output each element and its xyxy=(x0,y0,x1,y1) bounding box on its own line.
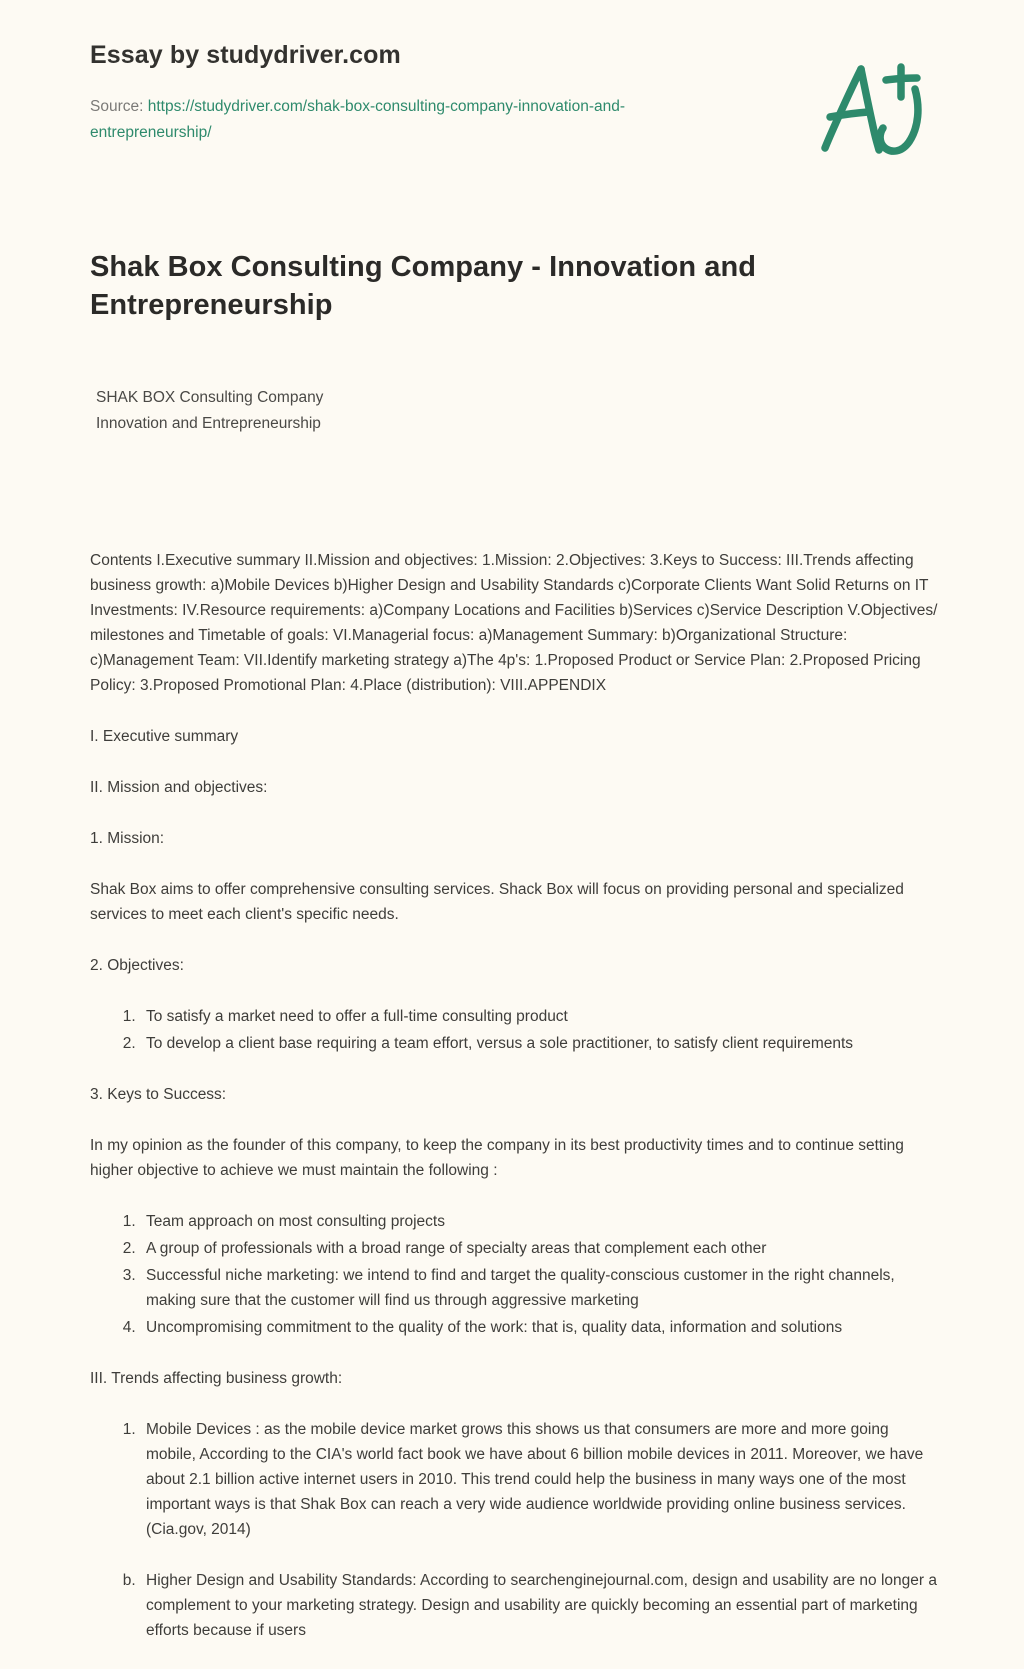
heading-mission: 1. Mission: xyxy=(90,830,165,847)
source-label: Source: xyxy=(90,98,144,115)
list-item: 2. A group of professionals with a broad range of specialty areas that complement each other xyxy=(140,1236,938,1261)
heading-keys-to-success: 3. Keys to Success: xyxy=(90,1086,227,1103)
list-item: 2. To develop a client base requiring a team effort, versus a sole practitioner, to satisfy client requirements xyxy=(140,1031,938,1056)
heading-trends: III. Trends affecting business growth: xyxy=(90,1370,343,1387)
heading-objectives: 2. Objectives: xyxy=(90,957,184,974)
essay-body xyxy=(90,548,938,1669)
keys-intro-paragraph: In my opinion as the founder of this company, to keep the company in its best productivity times and to continue setting higher objective to achieve we must maintain the following : xyxy=(90,1137,904,1179)
heading-executive-summary: I. Executive summary xyxy=(90,728,239,745)
site-title: Essay by studydriver.com xyxy=(90,41,401,69)
source-url-link[interactable]: https://studydriver.com/shak-box-consulting-company-innovation-and-entrepreneurship/ xyxy=(90,98,626,141)
objectives-list xyxy=(90,1004,938,1056)
list-item: 4. Uncompromising commitment to the quality of the work: that is, quality data, information and solutions xyxy=(140,1315,938,1340)
list-item: b. Higher Design and Usability Standards: According to searchenginejournal.com, design and usability are no longer a complement to your marketing strategy. Design and usability are quickly becoming an essential part of marketing efforts because if users xyxy=(140,1568,938,1643)
contents-paragraph: Contents I.Executive summary II.Mission and objectives: 1.Mission: 2.Objectives: 3.Keys to Success: III.Trends affecting business growth: a)Mobile Devices b)Higher Design and Usability Standards c)Corporate Clients Want Solid Returns on IT Investments: IV.Resource requirements: a)Company Locations and Facilities b)Services c)Service Description V.Objectives/ milestones and Timetable of goals: VI.Managerial focus: a)Management Summary: b)Organizational Structure: c)Management Team: VII.Identify marketing strategy a)The 4p's: 1.Proposed Product or Service Plan: 2.Proposed Pricing Policy: 3.Proposed Promotional Plan: 4.Place (distribution): VIII.APPENDIX xyxy=(90,552,938,694)
subtitle-line-1: SHAK BOX Consulting Company xyxy=(96,389,324,406)
trends-list-alpha xyxy=(90,1568,938,1643)
list-item: 1. Team approach on most consulting projects xyxy=(140,1209,938,1234)
heading-mission-objectives: II. Mission and objectives: xyxy=(90,779,268,796)
keys-to-success-list xyxy=(90,1209,938,1340)
page-title: Shak Box Consulting Company - Innovation and Entrepreneurship xyxy=(90,251,756,322)
list-item: 1. To satisfy a market need to offer a full-time consulting product xyxy=(140,1004,938,1029)
a-plus-logo-icon xyxy=(808,55,948,175)
list-item: 1. Mobile Devices : as the mobile device market grows this shows us that consumers are more and more going mobile, According to the CIA's world fact book we have about 6 billion mobile devices in 2011. Moreover, we have about 2.1 billion active internet users in 2010. This trend could help the business in many ways one of the most important ways is that Shak Box can reach a very wide audience worldwide providing online business services. (Cia.gov, 2014) xyxy=(140,1417,938,1542)
list-item: 3. Successful niche marketing: we intend to find and target the quality-conscious customer in the right channels, making sure that the customer will find us through aggressive marketing xyxy=(140,1263,938,1313)
document-subtitle xyxy=(90,385,830,437)
trends-list xyxy=(90,1417,938,1542)
subtitle-line-2: Innovation and Entrepreneurship xyxy=(96,415,321,432)
source-line xyxy=(90,94,690,146)
mission-text: Shak Box aims to offer comprehensive consulting services. Shack Box will focus on providing personal and specialized services to meet each client's specific needs. xyxy=(90,881,904,923)
